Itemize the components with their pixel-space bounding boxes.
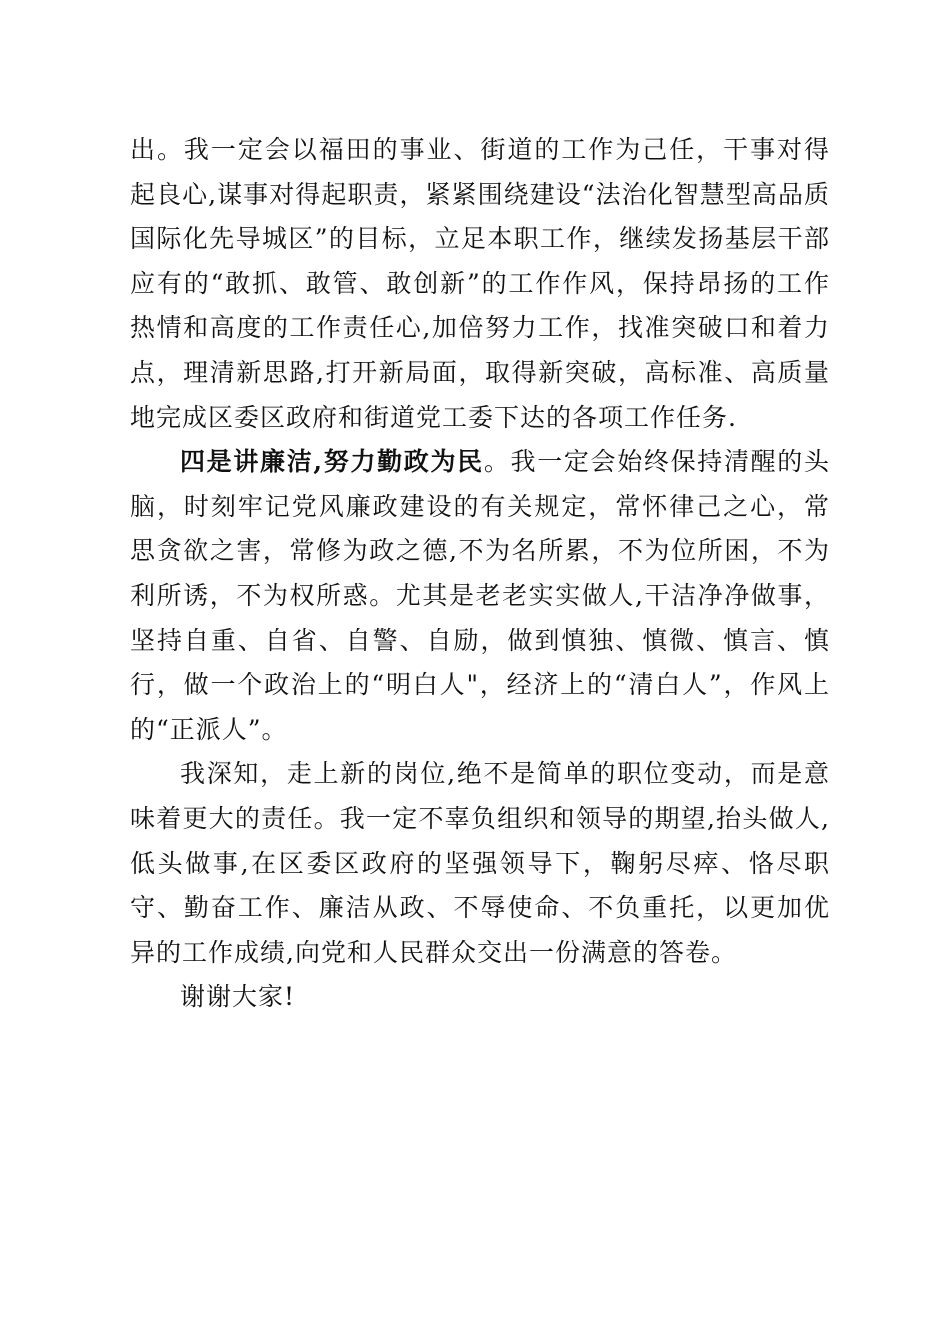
- paragraph-closing: [130, 975, 830, 1020]
- paragraph-integrity: [130, 440, 830, 752]
- paragraph-heading: 四是讲廉洁,努力勤政为民: [180, 447, 484, 477]
- paragraph-text: 。我一定会始终保持清醒的头脑，时刻牢记党风廉政建设的有关规定，常怀律己之心，常思贪欲之害，常修为政之德,不为名所累，不为位所困，不为利所诱，不为权所惑。尤其是老老实实做人,干洁净净做事，坚持自重、自省、自警、自励，做到慎独、慎微、慎言、慎行，做一个政治上的“明白人"，经济上的“清白人”，作风上的“正派人”。: [130, 447, 830, 744]
- document-body: [130, 128, 830, 1020]
- paragraph-text: 出。我一定会以福田的事业、街道的工作为己任，干事对得起良心,谋事对得起职责，紧紧围绕建设“法治化智慧型高品质国际化先导城区”的目标，立足本职工作，继续发扬基层干部应有的“敢抓、敢管、敢创新”的工作作风，保持昂扬的工作热情和高度的工作责任心,加倍努力工作，找准突破口和着力点，理清新思路,打开新局面，取得新突破，高标准、高质量地完成区委区政府和街道党工委下达的各项工作任务.: [130, 135, 830, 432]
- paragraph-text: 谢谢大家!: [180, 982, 296, 1012]
- paragraph-continuation: [130, 128, 830, 440]
- paragraph-commitment: [130, 752, 830, 975]
- paragraph-text: 我深知，走上新的岗位,绝不是简单的职位变动，而是意味着更大的责任。我一定不辜负组织和领导的期望,抬头做人,低头做事,在区委区政府的坚强领导下，鞠躬尽瘁、恪尽职守、勤奋工作、廉洁从政、不辱使命、不负重托，以更加优异的工作成绩,向党和人民群众交出一份满意的答卷。: [130, 759, 830, 967]
